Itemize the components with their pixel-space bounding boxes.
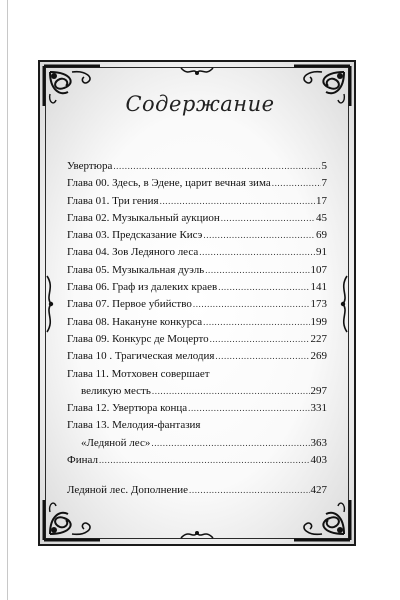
toc-entry — [67, 158, 327, 175]
dot-leader — [99, 452, 310, 469]
toc-entry-continuation — [67, 383, 327, 400]
side-flourish-icon — [43, 274, 57, 334]
toc-entry — [67, 400, 327, 417]
toc-page-number: 297 — [310, 384, 327, 397]
dot-leader — [113, 158, 320, 175]
toc-page-number: 227 — [310, 332, 327, 345]
dot-leader — [218, 279, 309, 296]
toc-entry-title: Глава 05. Музыкальная дуэль — [67, 263, 205, 276]
toc-entry — [67, 193, 327, 210]
toc-entry — [67, 210, 327, 227]
dot-leader — [203, 314, 309, 331]
dot-leader — [210, 331, 310, 348]
toc-page-number: 199 — [310, 315, 327, 328]
toc-page-number: 363 — [310, 436, 327, 449]
toc-page-number: 269 — [310, 350, 327, 363]
toc-entry-title: Увертюра — [67, 160, 113, 172]
toc-page-number: 331 — [310, 402, 327, 415]
toc-entry-title: Глава 04. Зов Ледяного леса — [67, 246, 199, 259]
toc-entry-title: Глава 08. Накануне конкурса — [67, 315, 203, 328]
dot-leader — [193, 296, 310, 313]
top-flourish-icon — [179, 65, 215, 77]
toc-entry-title: Глава 00. Здесь, в Эдене, царит вечная зима — [67, 177, 271, 190]
toc-entry-title: Глава 12. Увертюра конца — [67, 402, 188, 415]
toc-entry-title: Финал — [67, 454, 98, 467]
dot-leader — [199, 244, 315, 261]
toc-entry-title: Глава 11. Мотховен совершает — [67, 367, 210, 380]
page-title: Содержание — [125, 92, 275, 116]
toc-page-number: 141 — [310, 281, 327, 294]
toc-entry-title: Глава 06. Граф из далеких краев — [67, 281, 218, 294]
toc-entry-title: Глава 01. Три гения — [67, 194, 159, 207]
dot-leader — [151, 435, 309, 452]
table-of-contents — [67, 158, 327, 500]
toc-entry — [67, 296, 327, 313]
toc-entry-title: «Ледяной лес» — [81, 436, 151, 449]
toc-entry-continuation — [67, 435, 327, 452]
toc-entry — [67, 262, 327, 279]
toc-entry-title: Глава 07. Первое убийство — [67, 298, 192, 311]
toc-page-number: 45 — [316, 211, 327, 224]
toc-entry — [67, 482, 327, 499]
dot-leader — [160, 193, 315, 210]
toc-entry-title: Глава 09. Конкурс де Моцерто — [67, 332, 209, 345]
side-flourish-icon — [337, 274, 351, 334]
toc-entry — [67, 279, 327, 296]
toc-entry — [67, 348, 327, 365]
toc-entry — [67, 331, 327, 348]
toc-page-number: 17 — [316, 194, 327, 207]
dot-leader — [272, 175, 321, 192]
toc-entry — [67, 314, 327, 331]
toc-page-number: 403 — [310, 454, 327, 467]
dot-leader — [221, 210, 315, 227]
dot-leader — [215, 348, 309, 365]
toc-entry — [67, 227, 327, 244]
toc-entry — [67, 244, 327, 261]
dot-leader — [203, 227, 315, 244]
corner-flourish-icon — [292, 498, 352, 542]
toc-entry-title: великую месть — [81, 384, 151, 397]
toc-entry-title: Глава 10 . Трагическая мелодия — [67, 350, 215, 363]
toc-page-number: 7 — [321, 177, 327, 190]
dot-leader — [152, 383, 310, 400]
dot-leader — [188, 400, 309, 417]
toc-page-number: 69 — [316, 229, 327, 242]
toc-page-number: 173 — [310, 298, 327, 311]
toc-entry-title: Глава 03. Предсказание Кисэ — [67, 229, 203, 242]
toc-entry-title: Глава 13. Мелодия-фантазия — [67, 419, 201, 432]
toc-page-number: 5 — [321, 160, 327, 172]
toc-page-number: 107 — [310, 263, 327, 276]
toc-entry — [67, 417, 327, 434]
toc-entry — [67, 452, 327, 469]
toc-entry-title: Ледяной лес. Дополнение — [67, 484, 188, 497]
page-edge-line — [7, 0, 8, 600]
dot-leader — [189, 482, 310, 499]
toc-entry-title: Глава 02. Музыкальный аукцион — [67, 211, 220, 224]
corner-flourish-icon — [42, 498, 102, 542]
toc-entry — [67, 175, 327, 192]
toc-page-number: 91 — [316, 246, 327, 259]
dot-leader — [205, 262, 309, 279]
toc-page-number: 427 — [310, 484, 327, 497]
toc-entry — [67, 366, 327, 383]
bottom-flourish-icon — [179, 529, 215, 541]
